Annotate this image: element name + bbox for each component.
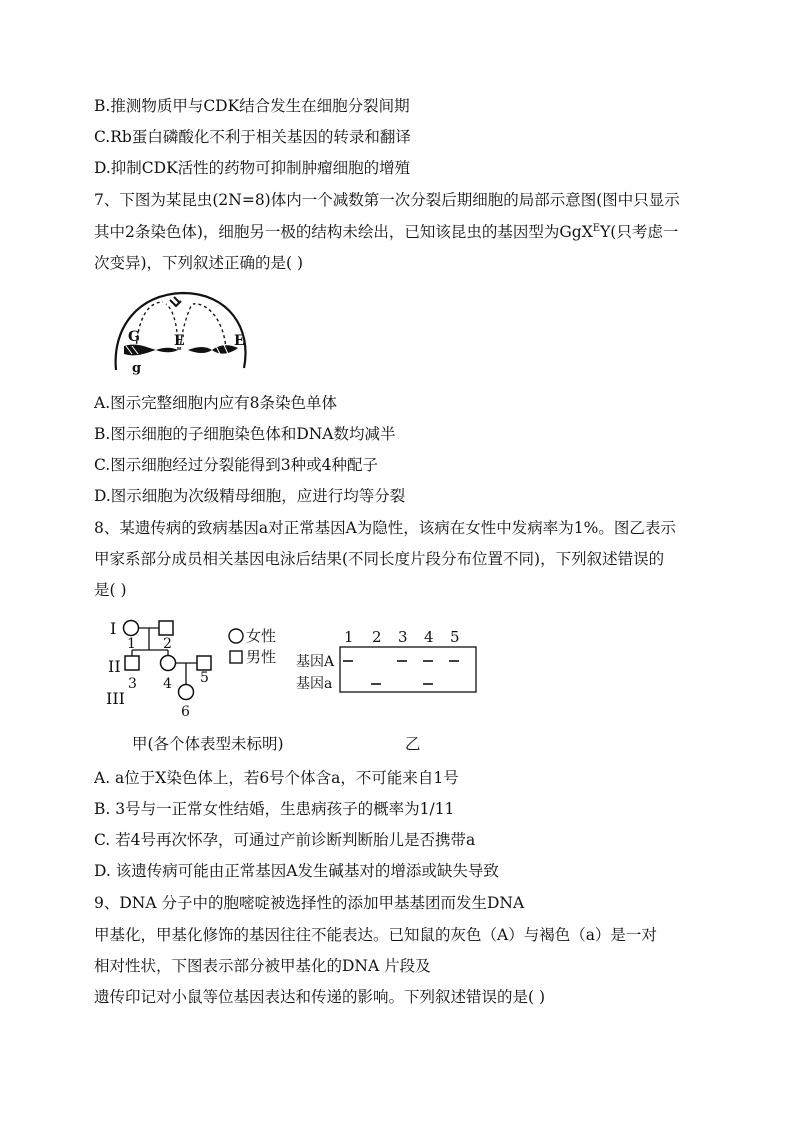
label-g-lower: g xyxy=(132,361,142,376)
lane-number-5: 5 xyxy=(450,628,460,646)
q8-stem-line3: 是( ) xyxy=(94,581,127,599)
q9-stem-line1: 9、DNA 分子中的胞嘧啶被选择性的添加甲基基团而发生DNA xyxy=(94,894,525,912)
q9-stem-line4: 遗传印记对小鼠等位基因表达和传递的影响。下列叙述错误的是( ) xyxy=(94,988,546,1006)
q7-cell-figure xyxy=(108,288,258,378)
q6-option-c: C.Rb蛋白磷酸化不利于相关基因的转录和翻译 xyxy=(94,128,411,146)
q9-stem-line2: 甲基化，甲基化修饰的基因往往不能表达。已知鼠的灰色（A）与褐色（a）是一对 xyxy=(94,926,657,944)
label-g-upper: G xyxy=(128,329,140,345)
legend-male-label: 男性 xyxy=(246,648,277,666)
q7-option-c: C.图示细胞经过分裂能得到3种或4种配子 xyxy=(94,456,378,474)
q8-stem-line2: 甲家系部分成员相关基因电泳后结果(不同长度片段分布位置不同)，下列叙述错误的 xyxy=(94,550,665,568)
lane-number-1: 1 xyxy=(344,628,354,646)
q7-stem-line2: 其中2条染色体)，细胞另一极的结构未绘出，已知该昆虫的基因型为GgX$^E$Y(只考虑一 xyxy=(94,223,679,241)
label-e-left: E xyxy=(174,333,185,349)
q7-stem-line1: 7、下图为某昆虫(2N=8)体内一个减数第一次分裂后期细胞的局部示意图(图中只显示 xyxy=(94,191,680,209)
label-e-right: E xyxy=(234,333,245,349)
row-label-gene-a-dominant: 基因A xyxy=(296,654,335,670)
electrophoresis-caption: 乙 xyxy=(405,735,421,753)
individual-3-male xyxy=(125,656,139,670)
row-label-gene-a-recessive: 基因a xyxy=(296,676,333,692)
lane-number-3: 3 xyxy=(398,628,408,646)
electrophoresis-chart xyxy=(290,626,490,698)
generation-label-i: I xyxy=(110,619,117,638)
q8-option-d: D. 该遗传病可能由正常基因A发生碱基对的增添或缺失导致 xyxy=(94,862,499,880)
individual-number-3: 3 xyxy=(128,676,137,692)
q9-stem-line3: 相对性状，下图表示部分被甲基化的DNA 片段及 xyxy=(94,957,431,975)
q7-option-d: D.图示细胞为次级精母细胞，应进行均等分裂 xyxy=(94,487,406,505)
q8-option-c: C. 若4号再次怀孕，可通过产前诊断判断胎儿是否携带a xyxy=(94,831,476,849)
legend-male-symbol xyxy=(230,651,242,663)
q7-option-a: A.图示完整细胞内应有8条染色单体 xyxy=(94,394,337,412)
individual-2-male xyxy=(159,621,173,635)
pedigree-legend xyxy=(226,624,286,668)
individual-6-female xyxy=(179,685,194,700)
lane-number-2: 2 xyxy=(372,628,382,646)
q6-option-d: D.抑制CDK活性的药物可抑制肿瘤细胞的增殖 xyxy=(94,159,411,177)
individual-number-5: 5 xyxy=(200,670,209,686)
individual-number-1: 1 xyxy=(127,636,136,652)
individual-number-6: 6 xyxy=(181,704,190,720)
generation-label-ii: II xyxy=(108,657,121,676)
chromosome-left xyxy=(124,345,178,356)
generation-label-iii: III xyxy=(106,689,125,708)
individual-number-4: 4 xyxy=(163,676,172,692)
q6-option-b: B.推测物质甲与CDK结合发生在细胞分裂间期 xyxy=(94,97,410,115)
q8-option-a: A. a位于X染色体上，若6号个体含a，不可能来自1号 xyxy=(94,769,459,787)
individual-5-male xyxy=(197,656,211,670)
individual-number-2: 2 xyxy=(163,636,172,652)
individual-4-female xyxy=(161,656,176,671)
chromosome-right xyxy=(188,345,238,354)
individual-1-female xyxy=(124,621,139,636)
pedigree-caption: 甲(各个体表型未标明) xyxy=(132,735,284,753)
q8-option-b: B. 3号与一正常女性结婚，生患病孩子的概率为1/11 xyxy=(94,800,455,818)
lane-number-4: 4 xyxy=(424,628,434,646)
q8-stem-line1: 8、某遗传病的致病基因a对正常基因A为隐性，该病在女性中发病率为1%。图乙表示 xyxy=(94,519,676,537)
gel-box xyxy=(340,647,476,692)
q7-stem-line3: 次变异)，下列叙述正确的是( ) xyxy=(94,254,304,272)
lane-numbers xyxy=(344,628,460,646)
legend-female-label: 女性 xyxy=(246,627,277,645)
legend-female-symbol xyxy=(229,629,243,643)
centriole xyxy=(170,297,181,306)
q7-option-b: B.图示细胞的子细胞染色体和DNA数均减半 xyxy=(94,425,396,443)
